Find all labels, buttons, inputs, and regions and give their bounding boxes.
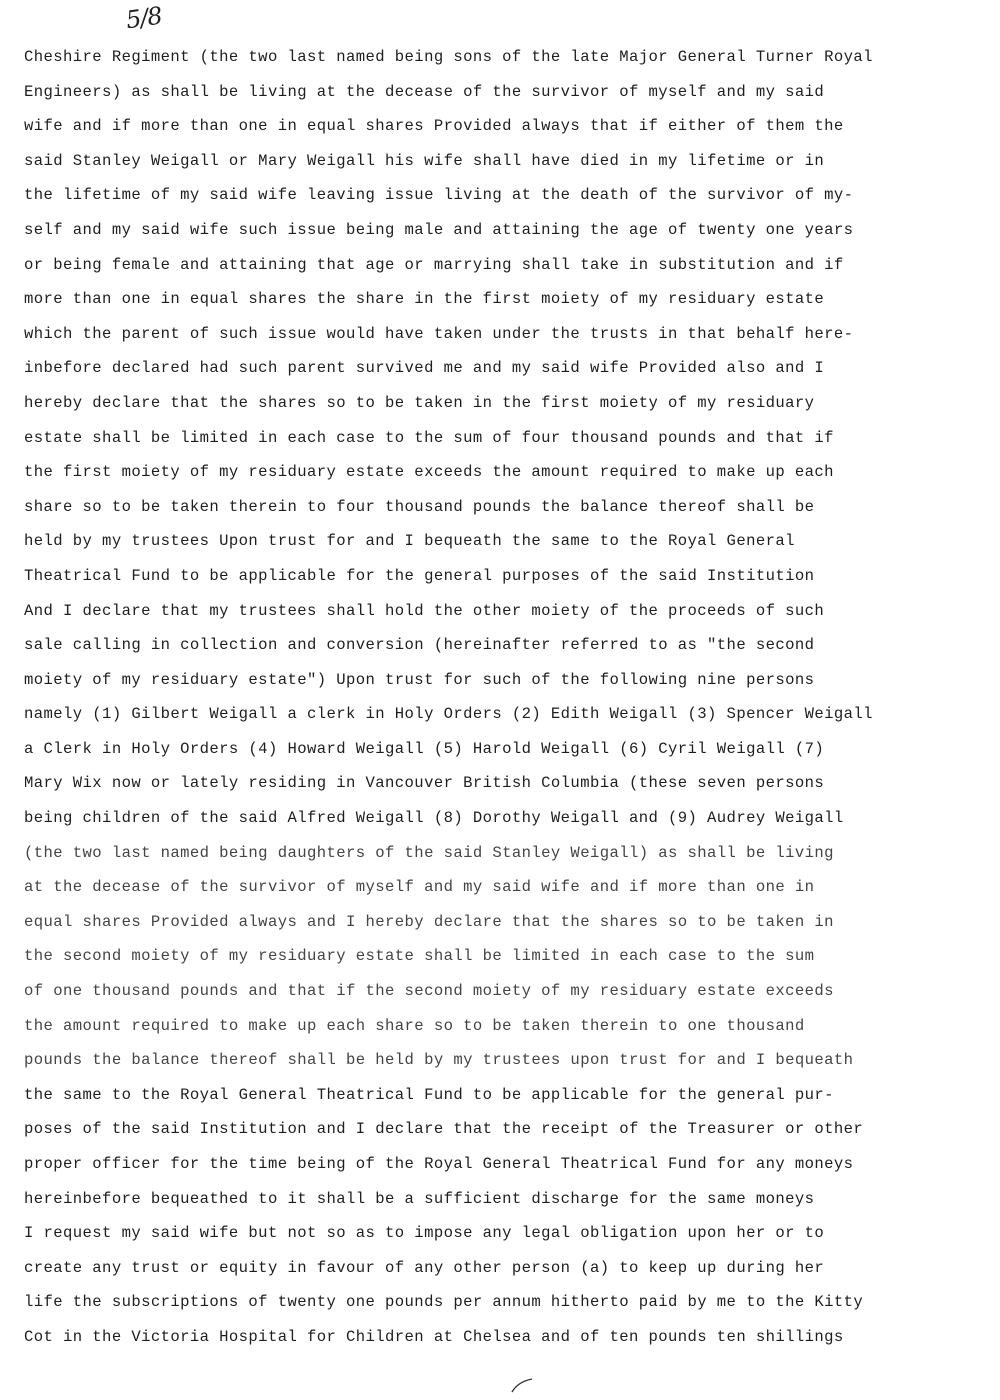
text-line: pounds the balance thereof shall be held by my trustees upon trust for and I bequeath: [24, 1051, 854, 1070]
text-line: inbefore declared had such parent survived me and my said wife Provided also and I: [24, 359, 825, 378]
text-line: the same to the Royal General Theatrical Fund to be applicable for the general pur-: [24, 1085, 834, 1104]
text-line: proper officer for the time being of the Royal General Theatrical Fund for any moneys: [24, 1155, 854, 1173]
text-line: equal shares Provided always and I hereby declare that the shares so to be taken in: [24, 912, 834, 931]
text-line: And I declare that my trustees shall hold the other moiety of the proceeds of such: [24, 601, 825, 620]
text-line: I request my said wife but not so as to impose any legal obligation upon her or to: [24, 1224, 825, 1243]
text-line: life the subscriptions of twenty one pounds per annum hitherto paid by me to the Kitty: [24, 1293, 864, 1312]
text-line: share so to be taken therein to four thousand pounds the balance thereof shall be: [24, 497, 815, 516]
text-line: create any trust or equity in favour of any other person (a) to keep up during her: [24, 1258, 825, 1277]
text-line: hereby declare that the shares so to be taken in the first moiety of my residuary: [24, 393, 815, 412]
text-line: hereinbefore bequeathed to it shall be a sufficient discharge for the same moneys: [24, 1189, 815, 1208]
text-line: Cheshire Regiment (the two last named being sons of the late Major General Turner Royal: [24, 48, 873, 66]
text-line: the lifetime of my said wife leaving issue living at the death of the survivor of my-: [24, 186, 854, 205]
text-line: of one thousand pounds and that if the second moiety of my residuary estate exceeds: [24, 982, 834, 1001]
text-line: self and my said wife such issue being male and attaining the age of twenty one years: [24, 220, 854, 239]
text-line: wife and if more than one in equal shares Provided always that if either of them the: [24, 117, 844, 136]
text-line: held by my trustees Upon trust for and I bequeath the same to the Royal General: [24, 532, 795, 551]
text-line: namely (1) Gilbert Weigall a clerk in Holy Orders (2) Edith Weigall (3) Spencer Weigall: [24, 705, 873, 724]
text-line: estate shall be limited in each case to the sum of four thousand pounds and that if: [24, 428, 834, 447]
text-line: poses of the said Institution and I declare that the receipt of the Treasurer or other: [24, 1120, 864, 1139]
text-line: sale calling in collection and conversion (hereinafter referred to as "the second: [24, 636, 815, 655]
text-line: at the decease of the survivor of myself and my said wife and if more than one in: [24, 878, 815, 897]
text-line: more than one in equal shares the share in the first moiety of my residuary estate: [24, 290, 825, 309]
text-line: being children of the said Alfred Weigall (8) Dorothy Weigall and (9) Audrey Weigall: [24, 809, 844, 828]
text-line: Mary Wix now or lately residing in Vancouver British Columbia (these seven persons: [24, 774, 825, 793]
pen-mark-icon: [508, 1376, 536, 1396]
text-line: (the two last named being daughters of the said Stanley Weigall) as shall be living: [24, 843, 834, 862]
text-line: said Stanley Weigall or Mary Weigall his wife shall have died in my lifetime or in: [24, 151, 825, 170]
text-line: or being female and attaining that age or marrying shall take in substitution and if: [24, 255, 844, 274]
text-line: moiety of my residuary estate") Upon trust for such of the following nine persons: [24, 670, 815, 689]
text-line: the first moiety of my residuary estate exceeds the amount required to make up each: [24, 463, 834, 482]
text-line: the amount required to make up each share so to be taken therein to one thousand: [24, 1016, 805, 1035]
text-line: the second moiety of my residuary estate shall be limited in each case to the sum: [24, 947, 815, 966]
page-number: 5/8: [124, 1, 164, 35]
text-line: Cot in the Victoria Hospital for Children at Chelsea and of ten pounds ten shillings: [24, 1327, 844, 1346]
text-line: which the parent of such issue would have taken under the trusts in that behalf here-: [24, 324, 854, 343]
text-line: Engineers) as shall be living at the decease of the survivor of myself and my said: [24, 82, 825, 101]
text-line: Theatrical Fund to be applicable for the general purposes of the said Institution: [24, 566, 815, 585]
text-line: a Clerk in Holy Orders (4) Howard Weigall (5) Harold Weigall (6) Cyril Weigall (7): [24, 739, 825, 758]
document-body: [24, 40, 984, 1355]
